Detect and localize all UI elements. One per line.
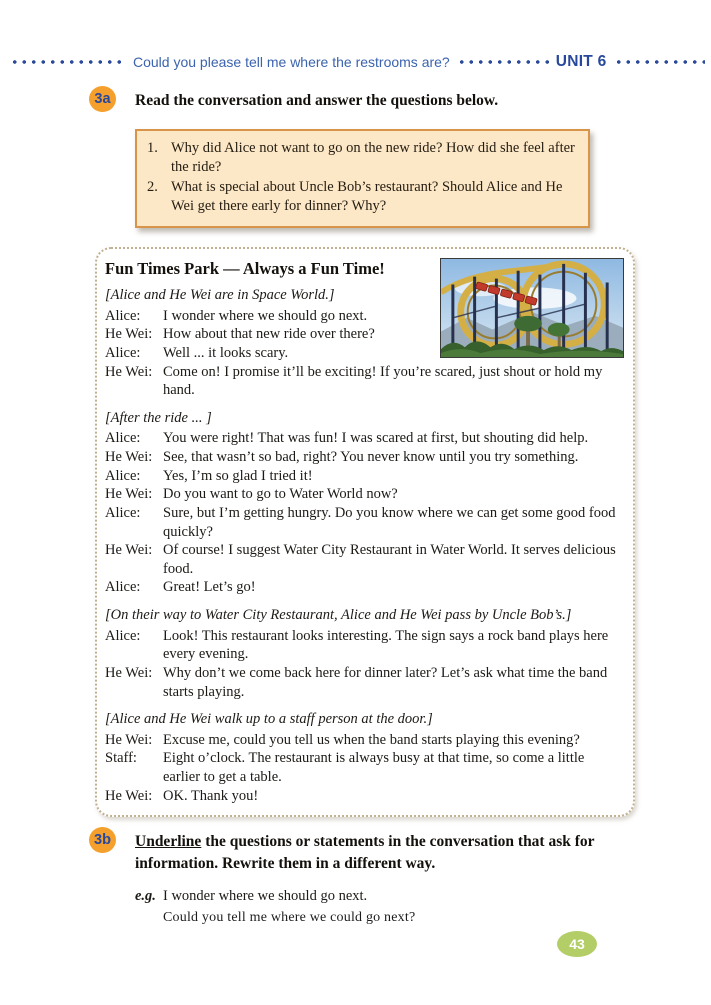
speaker-name: He Wei:	[105, 486, 153, 503]
speaker-name: He Wei:	[105, 664, 153, 681]
dialogue-text: I wonder where we should go next.	[163, 307, 368, 324]
example-block	[135, 887, 415, 927]
conversation-title: Fun Times Park — Always a Fun Time!	[105, 259, 385, 278]
conversation-row	[105, 664, 623, 701]
speaker-name: Alice:	[105, 627, 141, 644]
conversation-row	[105, 787, 623, 806]
conversation-row	[105, 467, 623, 486]
example-original: I wonder where we should go next.	[163, 888, 368, 904]
dialogue-text: OK. Thank you!	[163, 787, 259, 804]
question-text: Why did Alice not want to go on the new ride? How did she feel after the ride?	[171, 140, 575, 176]
dialogue-text: Look! This restaurant looks interesting. The sign says a rock band plays here every evening.	[163, 627, 609, 663]
conversation-row	[105, 710, 623, 729]
conversation-row	[105, 485, 623, 504]
question-number: 1.	[147, 140, 158, 156]
speaker-name: Alice:	[105, 579, 141, 596]
conversation-row	[105, 749, 623, 786]
question-item	[147, 178, 576, 217]
dialogue-text: Come on! I promise it’ll be exciting! If you’re scared, just shout or hold my hand.	[163, 363, 603, 399]
conversation-row	[105, 429, 623, 448]
dialogue-text: [Alice and He Wei walk up to a staff person at the door.]	[105, 711, 433, 728]
underlined-word: Underline	[135, 833, 202, 850]
roller-coaster-photo	[440, 258, 624, 358]
speaker-name: Alice:	[105, 504, 141, 521]
speaker-name: Alice:	[105, 467, 141, 484]
speaker-name: Alice:	[105, 344, 141, 361]
conversation-row	[105, 344, 425, 363]
dialogue-text: Yes, I’m so glad I tried it!	[163, 467, 313, 484]
conversation-row	[105, 627, 623, 664]
unit-question-title: Could you please tell me where the restrooms are?	[133, 54, 450, 70]
section-3b-badge: 3b	[89, 827, 116, 853]
section-3a-badge: 3a	[89, 86, 116, 112]
dialogue-text: [On their way to Water City Restaurant, Alice and He Wei pass by Uncle Bob’s.]	[105, 607, 572, 623]
dialogue-text: Do you want to go to Water World now?	[163, 486, 398, 503]
section-3a-instruction: Read the conversation and answer the questions below.	[135, 92, 499, 109]
dialogue-text: Why don’t we come back here for dinner later? Let’s ask what time the band starts playing.	[163, 664, 608, 700]
eg-label: e.g.	[135, 888, 156, 904]
dialogue-text: How about that new ride over there?	[163, 326, 375, 343]
dialogue-text: See, that wasn’t so bad, right? You never know until you try something.	[163, 449, 579, 465]
example-rewritten: Could you tell me where we could go next?	[163, 909, 416, 925]
conversation-row	[105, 448, 623, 467]
speaker-name: He Wei:	[105, 449, 153, 465]
conversation-row	[105, 606, 623, 625]
conversation-row	[105, 363, 623, 400]
conversation-row	[105, 578, 623, 597]
conversation-box	[95, 247, 635, 817]
question-text: What is special about Uncle Bob’s restaurant? Should Alice and He Wei get there early for dinner? Why?	[171, 178, 563, 215]
dotted-rule-mid	[457, 59, 549, 65]
conversation-row	[105, 325, 425, 344]
dialogue-text: [Alice and He Wei are in Space World.]	[105, 287, 335, 303]
roller-coaster-illustration	[441, 259, 623, 357]
conversation-row	[105, 286, 425, 305]
speaker-name: Alice:	[105, 307, 141, 324]
dialogue-text: Great! Let’s go!	[163, 579, 256, 596]
dialogue-text: Well ... it looks scary.	[163, 344, 289, 361]
speaker-name: Staff:	[105, 750, 137, 767]
conversation-row	[105, 731, 623, 750]
speaker-name: He Wei:	[105, 731, 153, 748]
conversation-row	[105, 541, 623, 578]
dialogue-text: Excuse me, could you tell us when the band starts playing this evening?	[163, 731, 580, 748]
question-number: 2.	[147, 178, 158, 195]
conversation-lines	[105, 286, 623, 805]
dialogue-text: [After the ride ... ]	[105, 409, 212, 426]
dialogue-text: You were right! That was fun! I was scared at first, but shouting did help.	[163, 430, 589, 447]
questions-box	[135, 129, 590, 228]
dialogue-text: Eight o’clock. The restaurant is always busy at that time, so come a little earlier to get a table.	[163, 750, 585, 785]
speaker-name: He Wei:	[105, 363, 153, 380]
page-header	[10, 53, 705, 71]
section-3b-instruction	[135, 831, 642, 874]
speaker-name: He Wei:	[105, 542, 153, 559]
speaker-name: Alice:	[105, 430, 141, 447]
dotted-rule-left	[10, 59, 126, 65]
instruction-rest: the questions or statements in the conversation that ask for information. Rewrite them in a different way.	[135, 833, 595, 872]
page-number-badge: 43	[557, 931, 597, 957]
dotted-rule-right	[614, 59, 705, 65]
speaker-name: He Wei:	[105, 787, 153, 804]
speaker-name: He Wei:	[105, 326, 153, 343]
dialogue-text: Of course! I suggest Water City Restaurant in Water World. It serves delicious food.	[163, 542, 616, 577]
unit-label: UNIT 6	[555, 53, 607, 70]
question-item	[147, 139, 576, 178]
conversation-row	[105, 307, 425, 326]
dialogue-text: Sure, but I’m getting hungry. Do you know where we can get some good food quickly?	[163, 504, 616, 540]
conversation-row	[105, 409, 623, 428]
conversation-row	[105, 504, 623, 541]
